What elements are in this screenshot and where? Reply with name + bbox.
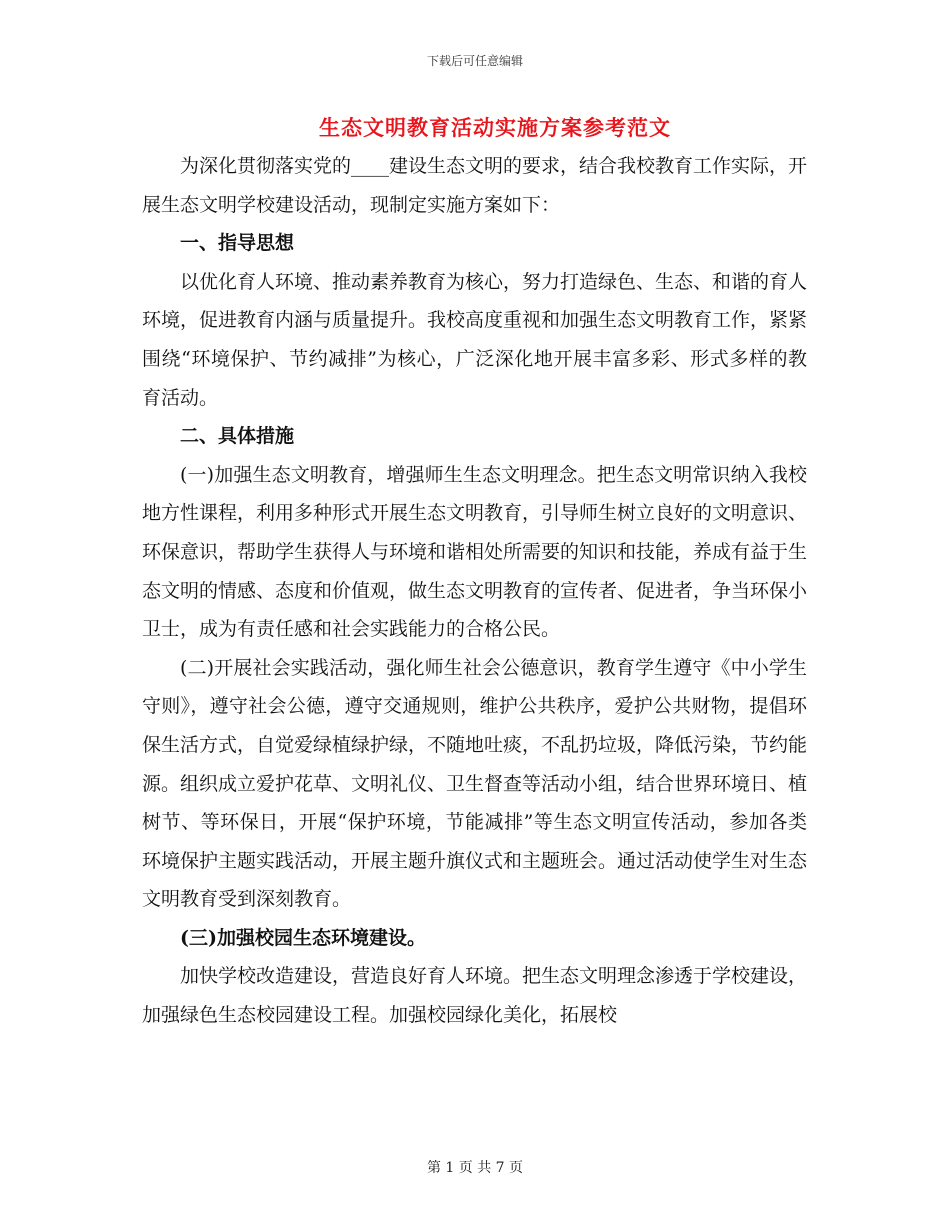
page-footer-page-number: 第 1 页 共 7 页 — [426, 1160, 524, 1176]
measure-1-paragraph: (一)加强生态文明教育，增强师生生态文明理念。把生态文明常识纳入我校地方性课程，利用多种形式开展生态文明教育，引导师生树立良好的文明意识、环保意识，帮助学生获得人与环境和谐相处所需要的知识和技能，养成有益于生态文明的情感、态度和价值观，做生态文明教育的宣传者、促进者，争当环保小卫士，成为有责任感和社会实践能力的合格公民。 — [142, 463, 808, 641]
document-body — [142, 147, 807, 1035]
intro-paragraph: 为深化贯彻落实党的____建设生态文明的要求，结合我校教育工作实际，开展生态文明学校建设活动，现制定实施方案如下： — [142, 155, 808, 216]
guiding-ideology-paragraph: 以优化育人环境、推动素养教育为核心，努力打造绿色、生态、和谐的育人环境，促进教育内涵与质量提升。我校高度重视和加强生态文明教育工作，紧紧围绕“环境保护、节约减排”为核心，广泛深化地开展丰富多彩、形式多样的教育活动。 — [142, 270, 808, 409]
section-heading-guiding-ideology: 一、指导思想 — [180, 232, 295, 255]
section-heading-specific-measures: 二、具体措施 — [180, 425, 295, 448]
measure-2-paragraph: (二)开展社会实践活动，强化师生社会公德意识，教育学生遵守《中小学生守则》，遵守社会公德，遵守交通规则，维护公共秩序，爱护公共财物，提倡环保生活方式，自觉爱绿植绿护绿，不随地吐痰，不乱扔垃圾，降低污染，节约能源。组织成立爱护花草、文明礼仪、卫生督查等活动小组，结合世界环境日、植树节、等环保日，开展“保护环境，节能减排”等生态文明宣传活动，参加各类环境保护主题实践活动，开展主题升旗仪式和主题班会。通过活动使学生对生态文明教育受到深刻教育。 — [142, 656, 808, 911]
page-header-note: 下载后可任意编辑 — [426, 54, 523, 68]
document-title: 生态文明教育活动实施方案参考范文 — [319, 115, 671, 140]
measure-3-paragraph: 加快学校改造建设，营造良好育人环境。把生态文明理念渗透于学校建设，加强绿色生态校园建设工程。加强校园绿化美化，拓展校 — [142, 965, 808, 1027]
measure-3-heading: (三)加强校园生态环境建设。 — [180, 926, 426, 949]
